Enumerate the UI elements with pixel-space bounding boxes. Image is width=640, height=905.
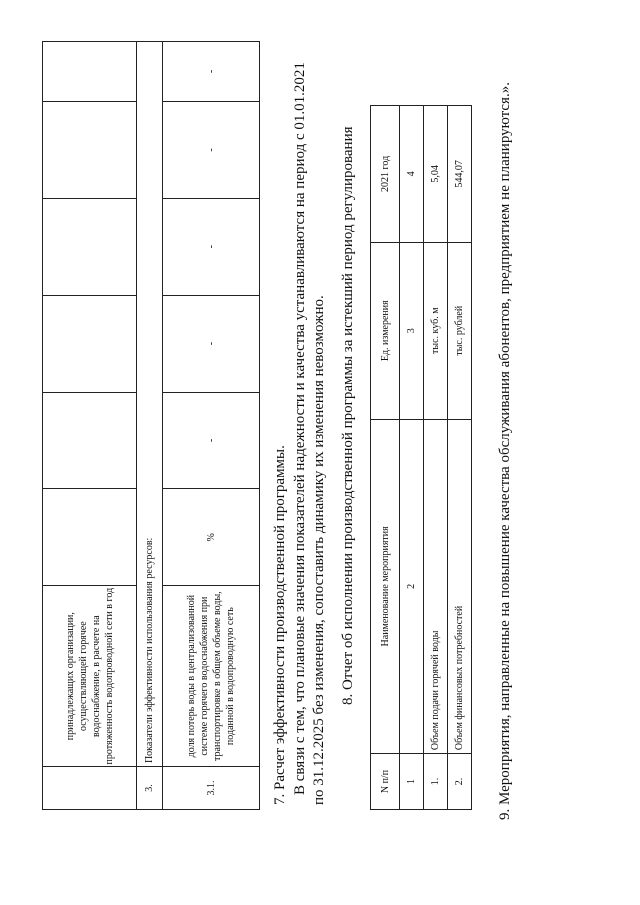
- org-text-cell: принадлежащих организации, осуществляющей горячее водоснабжение, в расчете на протяженность водопроводной сети в год: [43, 586, 137, 767]
- col-number-cell: 4: [400, 106, 424, 243]
- table-cell: [43, 198, 137, 295]
- col-number-cell: 1: [400, 754, 424, 810]
- row-value-cell: 5,04: [424, 106, 448, 243]
- header-cell: Ед. измерения: [371, 242, 400, 419]
- table-cell: [43, 101, 137, 198]
- row-value-cell: 544,07: [448, 106, 472, 243]
- table-cell: [43, 767, 137, 810]
- value-cell: -: [163, 295, 260, 392]
- col-number-cell: 3: [400, 242, 424, 419]
- section-7-title: 7. Расчет эффективности производственной программы.: [272, 445, 288, 805]
- row-unit-cell: тыс. куб. м: [424, 242, 448, 419]
- loss-text-cell: доля потерь воды в централизованной системе горячего водоснабжения при транспортировке в общем объеме воды, поданной в водопроводную сеть: [163, 586, 260, 767]
- value-cell: -: [163, 101, 260, 198]
- table-header-row: [371, 106, 400, 810]
- table-row: [137, 42, 163, 810]
- table-cell: [43, 489, 137, 586]
- report-table: [370, 105, 472, 810]
- value-cell: -: [163, 392, 260, 489]
- row-num-cell: 3.1.: [163, 767, 260, 810]
- table-cell: [43, 392, 137, 489]
- row-unit-cell: тыс. рублей: [448, 242, 472, 419]
- section-num-cell: 3.: [137, 767, 163, 810]
- col-number-cell: 2: [400, 419, 424, 754]
- header-cell: N п/п: [371, 754, 400, 810]
- row-num-cell: 2.: [448, 754, 472, 810]
- table-row: [163, 42, 260, 810]
- unit-cell: %: [163, 489, 260, 586]
- table-row: [424, 106, 448, 810]
- table-row: [448, 106, 472, 810]
- header-cell: Наименование мероприятия: [371, 419, 400, 754]
- table-cell: [43, 42, 137, 102]
- table-cell: [43, 295, 137, 392]
- section-9-text: 9. Мероприятия, направленные на повышение качества обслуживания абонентов, предприятием не планируются.».: [497, 82, 513, 820]
- value-cell: -: [163, 42, 260, 102]
- section-8-title: 8. Отчет об исполнении производственной программы за истекший период регулирования: [340, 126, 356, 705]
- header-cell: 2021 год: [371, 106, 400, 243]
- section-title-cell: Показатели эффективности использования ресурсов:: [137, 42, 163, 767]
- table-row: [400, 106, 424, 810]
- row-num-cell: 1.: [424, 754, 448, 810]
- section-7-paragraph-line-1: В связи с тем, что плановые значения показателей надежности и качества устанавливаются на период с 01.01.2021: [292, 62, 308, 795]
- row-name-cell: Объем подачи горячей воды: [424, 419, 448, 754]
- row-name-cell: Объем финансовых потребностей: [448, 419, 472, 754]
- table-row: [43, 42, 137, 810]
- value-cell: -: [163, 198, 260, 295]
- section-7-paragraph-line-2: по 31.12.2025 без изменения, сопоставить динамику их изменения невозможно.: [311, 295, 327, 805]
- indicators-table: [42, 41, 260, 810]
